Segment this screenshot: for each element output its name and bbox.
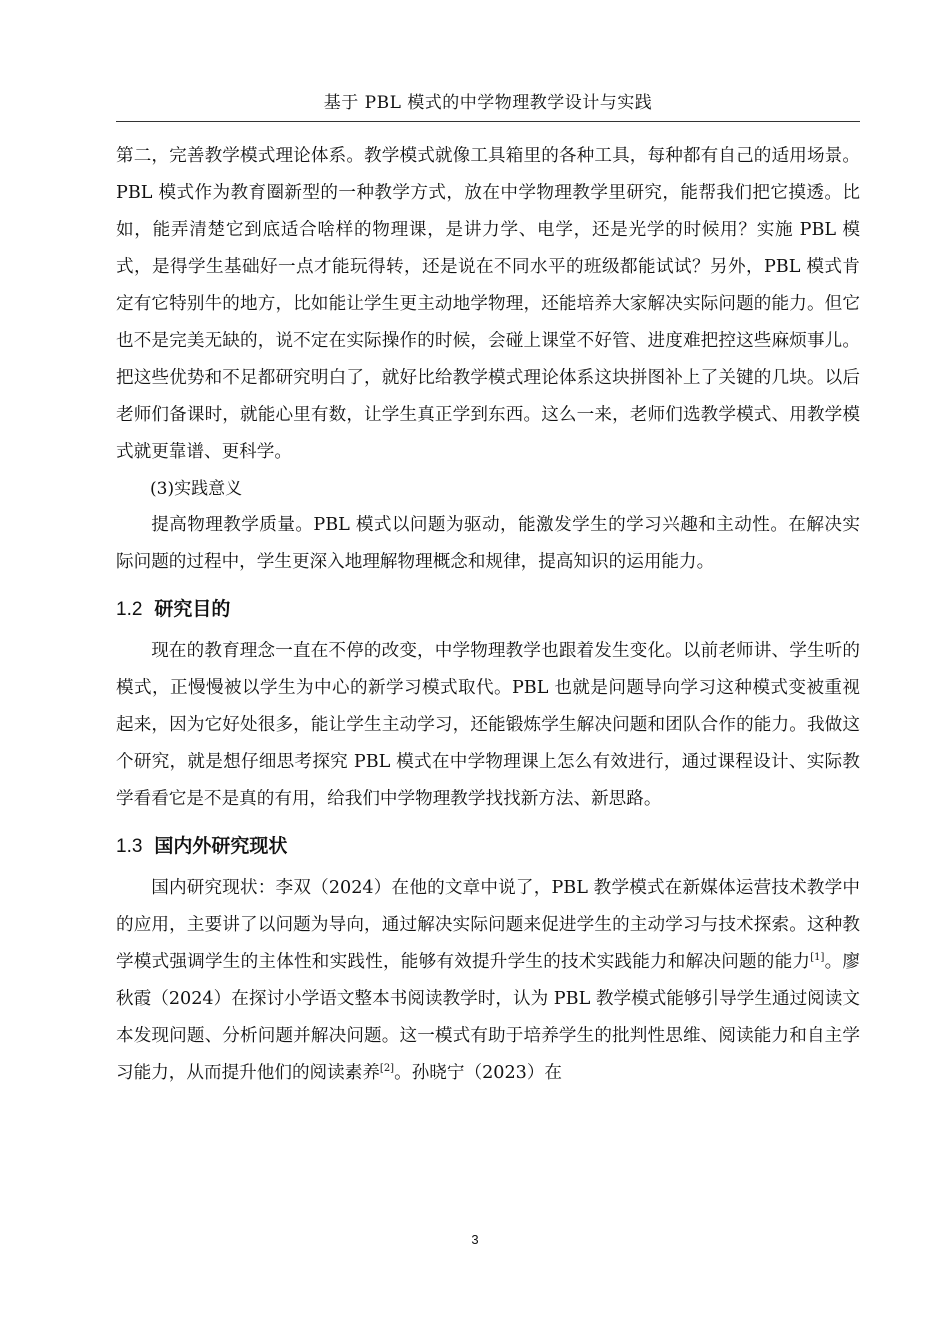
section-title: 国内外研究现状 [154,835,288,857]
section-heading-research-status [116,818,860,870]
paragraph-research-purpose: 现在的教育理念一直在不停的改变，中学物理教学也跟着发生变化。以前老师讲、学生听的模式，正慢慢被以学生为中心的新学习模式取代。PBL 也就是问题导向学习这种模式变被重视起来，因为它好处很多，能让学生主动学习，还能锻炼学生解决问题和团队合作的能力。我做这个研究，就是想仔细思考探究 PBL 模式在中学物理课上怎么有效进行，通过课程设计、实际教学看看它是不是真的有用，给我们中学物理教学找找新方法、新思路。 [116,641,860,809]
citation-ref-1[interactable]: [1] [810,952,825,964]
section-number: 1.3 [116,836,143,857]
paragraph-text: 。廖秋霞（2024）在探讨小学语文整本书阅读教学时，认为 PBL 教学模式能够引导学生通过阅读文本发现问题、分析问题并解决问题。这一模式有助于培养学生的批判性思维、阅读能力和自主学习能力，从而提升他们的阅读素养 [116,952,860,1083]
page-body [116,138,860,1092]
citation-ref-2[interactable]: [2] [379,1063,395,1075]
paragraph-theory-system: 第二，完善教学模式理论体系。教学模式就像工具箱里的各种工具，每种都有自己的适用场景。PBL 模式作为教育圈新型的一种教学方式，放在中学物理教学里研究，能帮我们把它摸透。比如，能弄清楚它到底适合啥样的物理课，是讲力学、电学，还是光学的时候用？实施 PBL 模式，是得学生基础好一点才能玩得转，还是说在不同水平的班级都能试试？另外，PBL 模式肯定有它特别牛的地方，比如能让学生更主动地学物理，还能培养大家解决实际问题的能力。但它也不是完美无缺的，说不定在实际操作的时候，会碰上课堂不好管、进度难把控这些麻烦事儿。把这些优势和不足都研究明白了，就好比给教学模式理论体系这块拼图补上了关键的几块。以后老师们备课时，就能心里有数，让学生真正学到东西。这么一来，老师们选教学模式、用教学模式就更靠谱、更科学。 [116,146,860,462]
section-heading-research-purpose [116,581,860,633]
paragraph-domestic-research [116,870,860,1092]
paragraph-teaching-quality: 提高物理教学质量。PBL 模式以问题为驱动，能激发学生的学习兴趣和主动性。在解决实际问题的过程中，学生更深入地理解物理概念和规律，提高知识的运用能力。 [116,515,860,572]
running-header: 基于 PBL 模式的中学物理教学设计与实践 [116,89,860,122]
paragraph-text: 。孙晓宁（2023）在 [394,1063,563,1083]
section-number: 1.2 [116,599,143,620]
paragraph-text: 国内研究现状：李双（2024）在他的文章中说了，PBL 教学模式在新媒体运营技术教学中的应用，主要讲了以问题为导向，通过解决实际问题来促进学生的主动学习与技术探索。这种教学模式强调学生的主体性和实践性，能够有效提升学生的技术实践能力和解决问题的能力 [116,878,860,972]
subheading-practical-significance: (3)实践意义 [150,479,243,499]
page-number: 3 [471,1232,479,1247]
section-title: 研究目的 [154,598,231,620]
